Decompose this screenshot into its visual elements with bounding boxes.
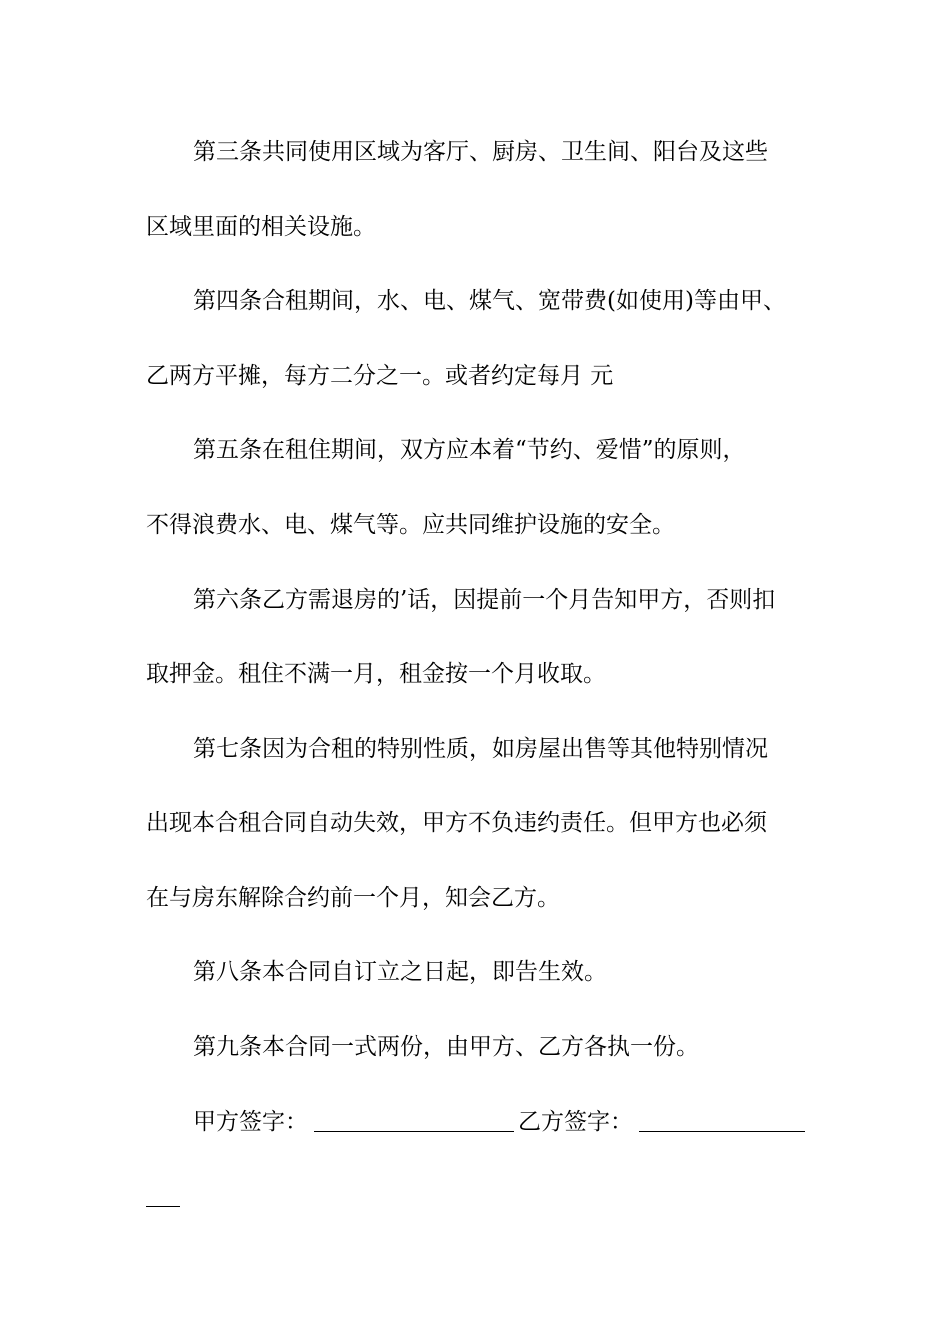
clause-7-line-2: 出现本合租合同自动失效，甲方不负违约责任。但甲方也必须 <box>146 810 767 836</box>
clause-4-line-1: 第四条合租期间，水、电、煤气、宽带费(如使用)等由甲、 <box>193 288 786 314</box>
clause-3-line-2: 区域里面的相关设施。 <box>146 214 376 240</box>
party-b-signature-line-continued[interactable] <box>146 1206 180 1207</box>
clause-5-line-1: 第五条在租住期间，双方应本着“节约、爱惜”的原则， <box>193 437 746 463</box>
clause-7-line-3: 在与房东解除合约前一个月，知会乙方。 <box>146 885 560 911</box>
clause-7-line-1: 第七条因为合租的特别性质，如房屋出售等其他特别情况 <box>193 736 768 762</box>
clause-3-line-1: 第三条共同使用区域为客厅、厨房、卫生间、阳台及这些 <box>193 139 768 165</box>
party-a-signature-line[interactable] <box>314 1131 514 1132</box>
clause-5-line-2: 不得浪费水、电、煤气等。应共同维护设施的安全。 <box>146 512 675 538</box>
party-a-signature-label: 甲方签字： <box>193 1109 308 1135</box>
clause-8-line-1: 第八条本合同自订立之日起，即告生效。 <box>193 959 607 985</box>
clause-9-line-1: 第九条本合同一式两份，由甲方、乙方各执一份。 <box>193 1034 699 1060</box>
party-b-signature-line[interactable] <box>639 1131 805 1132</box>
clause-6-line-1: 第六条乙方需退房的’话，因提前一个月告知甲方，否则扣 <box>193 587 776 613</box>
clause-6-line-2: 取押金。租住不满一月，租金按一个月收取。 <box>146 661 606 687</box>
party-b-signature-label: 乙方签字： <box>518 1109 633 1135</box>
clause-4-line-2: 乙两方平摊，每方二分之一。或者约定每月 元 <box>146 363 614 389</box>
